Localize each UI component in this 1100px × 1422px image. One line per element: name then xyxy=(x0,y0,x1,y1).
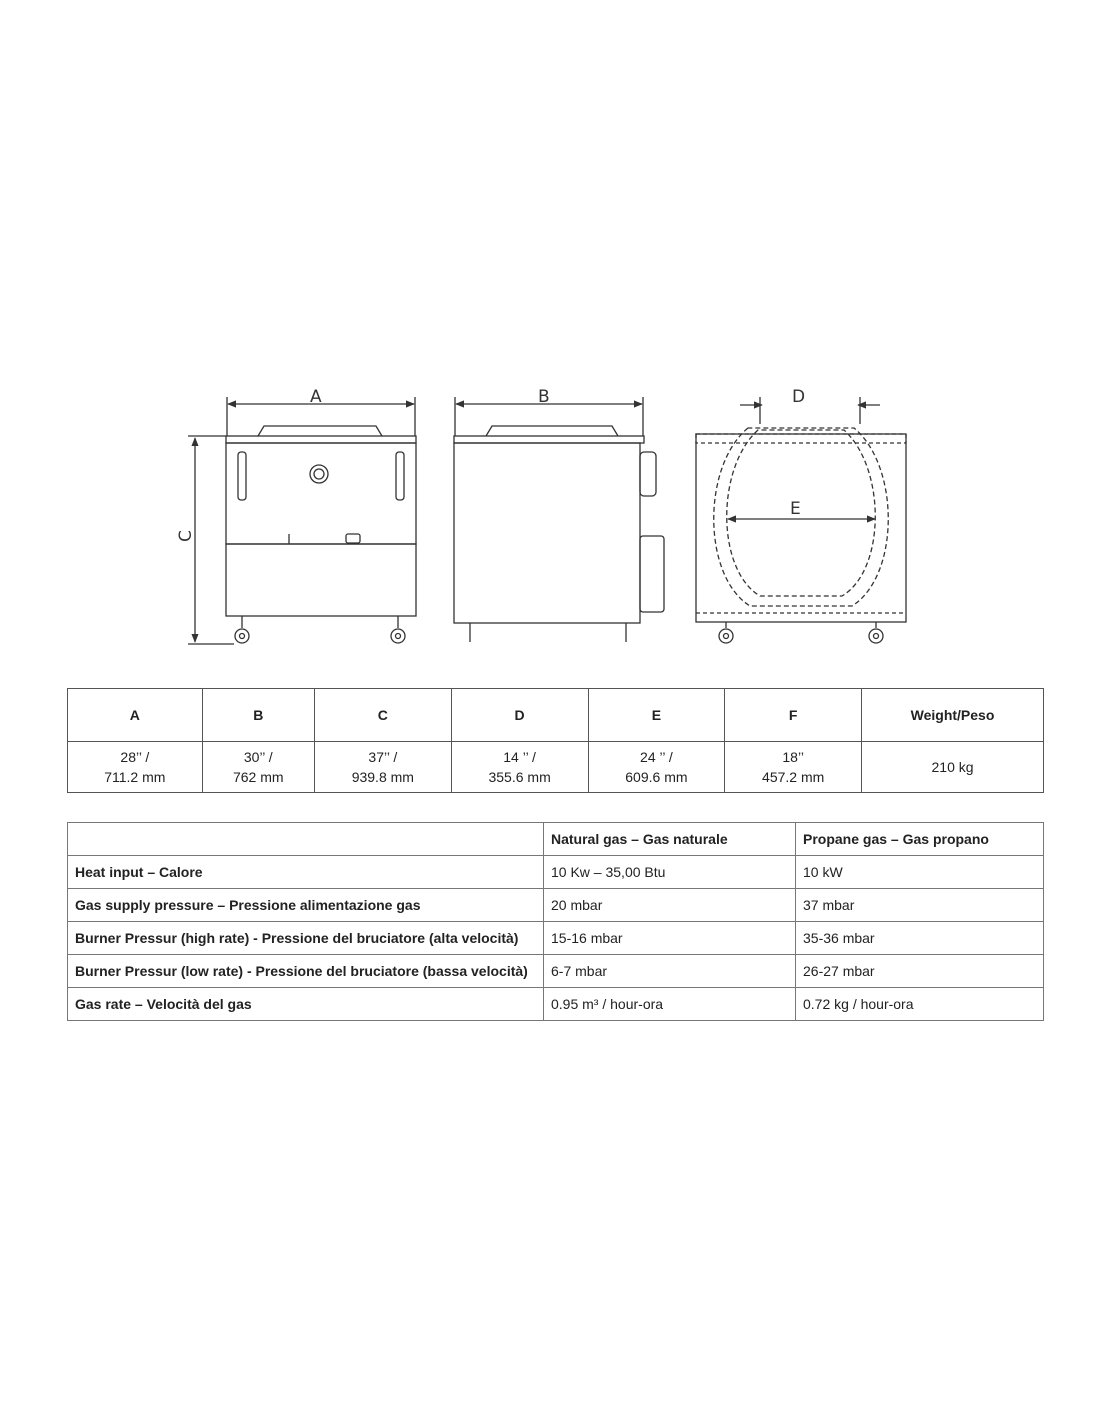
specs-row-gas-rate xyxy=(68,988,1044,1021)
specs-row-burner-low xyxy=(68,955,1044,988)
value-c xyxy=(314,742,451,793)
dimension-label-e: E xyxy=(790,499,801,519)
natural-value: 15-16 mbar xyxy=(544,922,796,955)
row-label: Gas supply pressure – Pressione alimentazione gas xyxy=(68,889,544,922)
value-b xyxy=(202,742,314,793)
specs-row-burner-high xyxy=(68,922,1044,955)
dimensions-table xyxy=(67,688,1044,793)
header-b: B xyxy=(202,689,314,742)
value-f xyxy=(725,742,862,793)
natural-value: 6-7 mbar xyxy=(544,955,796,988)
dimension-label-d: D xyxy=(792,387,806,407)
dimension-label-c: C xyxy=(176,530,196,542)
specs-row-supply-pressure xyxy=(68,889,1044,922)
value-a xyxy=(68,742,203,793)
dimensions-value-row xyxy=(68,742,1044,793)
section-view-drawing xyxy=(696,397,906,643)
dimensions-header-row xyxy=(68,689,1044,742)
propane-value: 35-36 mbar xyxy=(796,922,1044,955)
dimension-label-b: B xyxy=(538,387,550,407)
propane-value: 10 kW xyxy=(796,856,1044,889)
specs-header-empty xyxy=(68,823,544,856)
value-mm: 762 mm xyxy=(232,769,284,785)
natural-value: 10 Kw – 35,00 Btu xyxy=(544,856,796,889)
value-d xyxy=(451,742,588,793)
value-mm: 711.2 mm xyxy=(104,769,166,785)
dimension-label-a: A xyxy=(310,387,322,407)
value-inches: 28’’ / xyxy=(120,749,150,765)
header-d: D xyxy=(451,689,588,742)
value-inches: 30’’ / xyxy=(243,749,273,765)
specs-row-heat-input xyxy=(68,856,1044,889)
value-mm: 457.2 mm xyxy=(762,769,825,785)
front-view-drawing xyxy=(188,397,416,644)
row-label: Burner Pressur (high rate) - Pressione del bruciatore (alta velocità) xyxy=(68,922,544,955)
value-inches: 24 ’’ / xyxy=(640,749,673,765)
technical-drawings xyxy=(170,380,930,660)
side-view-drawing xyxy=(454,397,664,642)
header-e: E xyxy=(588,689,725,742)
value-inches: 14 ’’ / xyxy=(503,749,536,765)
specs-header-row xyxy=(68,823,1044,856)
value-e xyxy=(588,742,725,793)
natural-value: 20 mbar xyxy=(544,889,796,922)
propane-value: 0.72 kg / hour-ora xyxy=(796,988,1044,1021)
value-inches: 18’’ xyxy=(782,749,804,765)
gas-specs-table xyxy=(67,822,1044,1021)
header-natural-gas: Natural gas – Gas naturale xyxy=(544,823,796,856)
row-label: Gas rate – Velocità del gas xyxy=(68,988,544,1021)
propane-value: 37 mbar xyxy=(796,889,1044,922)
header-f: F xyxy=(725,689,862,742)
propane-value: 26-27 mbar xyxy=(796,955,1044,988)
natural-value: 0.95 m³ / hour-ora xyxy=(544,988,796,1021)
header-c: C xyxy=(314,689,451,742)
value-mm: 355.6 mm xyxy=(488,769,551,785)
value-mm: 939.8 mm xyxy=(351,769,414,785)
row-label: Heat input – Calore xyxy=(68,856,544,889)
header-a: A xyxy=(68,689,203,742)
value-weight: 210 kg xyxy=(862,742,1044,793)
value-mm: 609.6 mm xyxy=(625,769,688,785)
header-weight: Weight/Peso xyxy=(862,689,1044,742)
row-label: Burner Pressur (low rate) - Pressione del bruciatore (bassa velocità) xyxy=(68,955,544,988)
value-inches: 37’’ / xyxy=(368,749,398,765)
header-propane-gas: Propane gas – Gas propano xyxy=(796,823,1044,856)
